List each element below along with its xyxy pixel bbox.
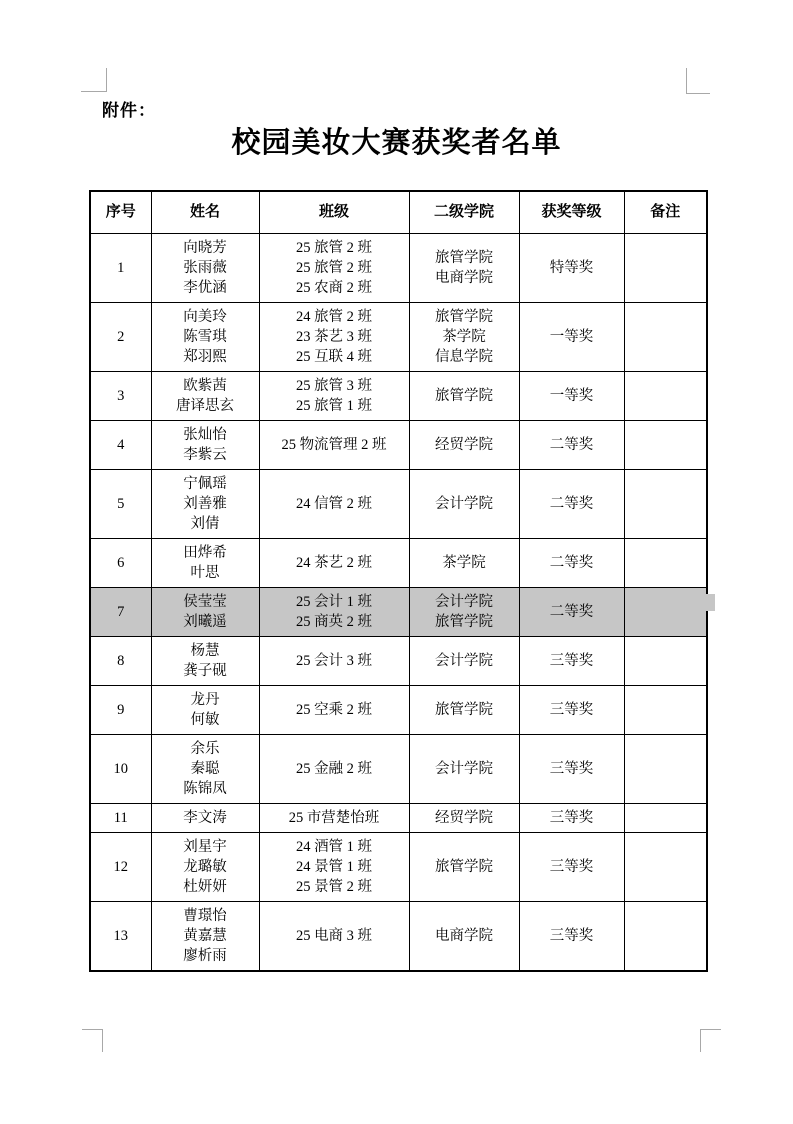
table-header-row: [90, 191, 707, 233]
cell-names: [151, 371, 259, 420]
cell-award: 三等奖: [519, 685, 624, 734]
cell-line: 张灿怡: [183, 426, 227, 443]
cell-line: 会计学院: [435, 760, 493, 777]
cell-colleges: [409, 302, 519, 371]
cell-award: 二等奖: [519, 469, 624, 538]
cell-line: 25 旅管 2 班: [295, 239, 373, 256]
cell-line: 龙璐敏: [183, 858, 227, 875]
cell-no: 2: [90, 302, 151, 371]
cell-names: [151, 420, 259, 469]
table-row: [90, 636, 707, 685]
cell-line: 24 酒管 1 班: [295, 838, 373, 855]
cell-award: 一等奖: [519, 302, 624, 371]
cell-remark: [624, 233, 707, 302]
cell-line: 旅管学院: [435, 701, 493, 718]
cell-remark: [624, 803, 707, 832]
column-header: 备注: [624, 191, 707, 233]
cell-classes: [259, 901, 409, 971]
cell-line: 24 茶艺 2 班: [295, 554, 373, 571]
cell-no: 7: [90, 587, 151, 636]
cell-line: 23 茶艺 3 班: [295, 328, 373, 345]
cell-classes: [259, 371, 409, 420]
table-row: [90, 832, 707, 901]
cell-line: 会计学院: [435, 593, 493, 610]
cell-line: 24 信管 2 班: [295, 495, 373, 512]
cell-line: 25 会计 1 班: [295, 593, 373, 610]
cell-classes: [259, 233, 409, 302]
cell-no: 12: [90, 832, 151, 901]
cell-line: 25 农商 2 班: [295, 279, 373, 296]
cell-names: [151, 734, 259, 803]
cell-names: [151, 685, 259, 734]
cell-classes: [259, 685, 409, 734]
cell-line: 黄嘉慧: [183, 927, 227, 944]
cell-names: [151, 803, 259, 832]
cell-names: [151, 587, 259, 636]
table-row: [90, 803, 707, 832]
text-boundary-mark-top-left: [81, 68, 107, 92]
cell-line: 经贸学院: [435, 809, 493, 826]
cell-line: 叶思: [190, 564, 220, 581]
cell-classes: [259, 803, 409, 832]
cell-names: [151, 901, 259, 971]
cell-remark: [624, 832, 707, 901]
table-row: [90, 302, 707, 371]
cell-classes: [259, 302, 409, 371]
cell-line: 龙丹: [190, 691, 220, 708]
cell-line: 余乐: [190, 740, 220, 757]
cell-colleges: [409, 469, 519, 538]
cell-award: 特等奖: [519, 233, 624, 302]
cell-line: 旅管学院: [435, 249, 493, 266]
cell-colleges: [409, 538, 519, 587]
cell-line: 25 旅管 1 班: [295, 397, 373, 414]
cell-line: 何敏: [190, 711, 220, 728]
cell-line: 24 旅管 2 班: [295, 308, 373, 325]
cell-colleges: [409, 420, 519, 469]
table-row: [90, 469, 707, 538]
cell-remark: [624, 302, 707, 371]
cell-line: 陈锦凤: [183, 780, 227, 797]
text-boundary-mark-bottom-right: [700, 1029, 721, 1052]
cell-line: 25 空乘 2 班: [295, 701, 373, 718]
cell-line: 茶学院: [442, 328, 486, 345]
cell-remark: [624, 538, 707, 587]
cell-colleges: [409, 233, 519, 302]
cell-names: [151, 636, 259, 685]
page-title: 校园美妆大赛获奖者名单: [231, 127, 562, 159]
cell-names: [151, 302, 259, 371]
cell-names: [151, 233, 259, 302]
cell-remark: [624, 420, 707, 469]
cell-no: 11: [90, 803, 151, 832]
cell-line: 24 景管 1 班: [295, 858, 373, 875]
cell-line: 25 电商 3 班: [295, 927, 373, 944]
text-boundary-mark-bottom-left: [82, 1029, 103, 1052]
cell-no: 13: [90, 901, 151, 971]
cell-remark: [624, 901, 707, 971]
table-row: [90, 901, 707, 971]
cell-line: 刘曦遥: [183, 613, 227, 630]
cell-classes: [259, 832, 409, 901]
table-row: [90, 734, 707, 803]
column-header: 序号: [90, 191, 151, 233]
cell-line: 信息学院: [435, 348, 493, 365]
cell-line: 25 会计 3 班: [295, 652, 373, 669]
cell-line: 秦聪: [190, 760, 220, 777]
cell-colleges: [409, 803, 519, 832]
cell-line: 25 商英 2 班: [295, 613, 373, 630]
cell-colleges: [409, 636, 519, 685]
cell-award: 二等奖: [519, 538, 624, 587]
cell-line: 25 旅管 3 班: [295, 377, 373, 394]
cell-colleges: [409, 832, 519, 901]
cell-line: 田烨希: [183, 544, 227, 561]
cell-line: 25 景管 2 班: [295, 878, 373, 895]
cell-line: 25 金融 2 班: [295, 760, 373, 777]
cell-classes: [259, 469, 409, 538]
cell-line: 25 市营楚怡班: [288, 809, 380, 826]
cell-line: 25 旅管 2 班: [295, 259, 373, 276]
cell-no: 3: [90, 371, 151, 420]
cell-line: 侯莹莹: [183, 593, 227, 610]
cell-line: 经贸学院: [435, 436, 493, 453]
cell-no: 8: [90, 636, 151, 685]
cell-line: 旅管学院: [435, 613, 493, 630]
cell-classes: [259, 587, 409, 636]
cell-award: 三等奖: [519, 901, 624, 971]
cell-colleges: [409, 734, 519, 803]
table-row: [90, 420, 707, 469]
cell-names: [151, 538, 259, 587]
cell-award: 三等奖: [519, 832, 624, 901]
cell-no: 6: [90, 538, 151, 587]
column-header: 班级: [259, 191, 409, 233]
cell-classes: [259, 538, 409, 587]
cell-classes: [259, 420, 409, 469]
row-selection-extension-mark: [706, 594, 715, 611]
cell-line: 电商学院: [435, 269, 493, 286]
cell-line: 宁佩瑶: [183, 475, 227, 492]
cell-award: 二等奖: [519, 420, 624, 469]
attachment-label: 附件：: [102, 101, 156, 120]
cell-remark: [624, 371, 707, 420]
cell-no: 4: [90, 420, 151, 469]
award-winners-table: [89, 190, 708, 972]
cell-line: 刘星宇: [183, 838, 227, 855]
cell-names: [151, 469, 259, 538]
cell-classes: [259, 734, 409, 803]
cell-line: 会计学院: [435, 495, 493, 512]
cell-award: 三等奖: [519, 636, 624, 685]
cell-remark: [624, 469, 707, 538]
table-row: [90, 371, 707, 420]
cell-line: 张雨薇: [183, 259, 227, 276]
cell-line: 郑羽熙: [183, 348, 227, 365]
column-header: 姓名: [151, 191, 259, 233]
cell-line: 会计学院: [435, 652, 493, 669]
cell-award: 三等奖: [519, 734, 624, 803]
cell-award: 二等奖: [519, 587, 624, 636]
cell-line: 25 互联 4 班: [295, 348, 373, 365]
cell-colleges: [409, 371, 519, 420]
cell-line: 电商学院: [435, 927, 493, 944]
table-row: [90, 685, 707, 734]
cell-line: 向美玲: [183, 308, 227, 325]
cell-line: 李文涛: [183, 809, 227, 826]
cell-line: 25 物流管理 2 班: [281, 436, 387, 453]
cell-remark: [624, 734, 707, 803]
cell-remark: [624, 636, 707, 685]
cell-colleges: [409, 901, 519, 971]
table-row: [90, 538, 707, 587]
cell-line: 旅管学院: [435, 387, 493, 404]
cell-line: 杨慧: [190, 642, 220, 659]
cell-colleges: [409, 587, 519, 636]
cell-names: [151, 832, 259, 901]
cell-line: 欧紫茜: [183, 377, 227, 394]
cell-no: 1: [90, 233, 151, 302]
cell-line: 杜妍妍: [183, 878, 227, 895]
cell-classes: [259, 636, 409, 685]
column-header: 获奖等级: [519, 191, 624, 233]
cell-line: 刘倩: [190, 515, 220, 532]
text-boundary-mark-top-right: [686, 68, 710, 94]
cell-line: 李紫云: [183, 446, 227, 463]
cell-line: 廖析雨: [183, 947, 227, 964]
cell-line: 刘善雅: [183, 495, 227, 512]
cell-line: 茶学院: [442, 554, 486, 571]
cell-line: 向晓芳: [183, 239, 227, 256]
cell-line: 龚子砚: [183, 662, 227, 679]
table-row-selected: [90, 587, 707, 636]
cell-line: 李优涵: [183, 279, 227, 296]
cell-no: 10: [90, 734, 151, 803]
cell-remark: [624, 587, 707, 636]
cell-remark: [624, 685, 707, 734]
cell-colleges: [409, 685, 519, 734]
cell-award: 一等奖: [519, 371, 624, 420]
column-header: 二级学院: [409, 191, 519, 233]
cell-line: 曹璟怡: [183, 907, 227, 924]
cell-line: 旅管学院: [435, 858, 493, 875]
cell-line: 旅管学院: [435, 308, 493, 325]
cell-no: 9: [90, 685, 151, 734]
cell-no: 5: [90, 469, 151, 538]
table-row: [90, 233, 707, 302]
cell-line: 陈雪琪: [183, 328, 227, 345]
cell-award: 三等奖: [519, 803, 624, 832]
cell-line: 唐译思玄: [176, 397, 234, 414]
